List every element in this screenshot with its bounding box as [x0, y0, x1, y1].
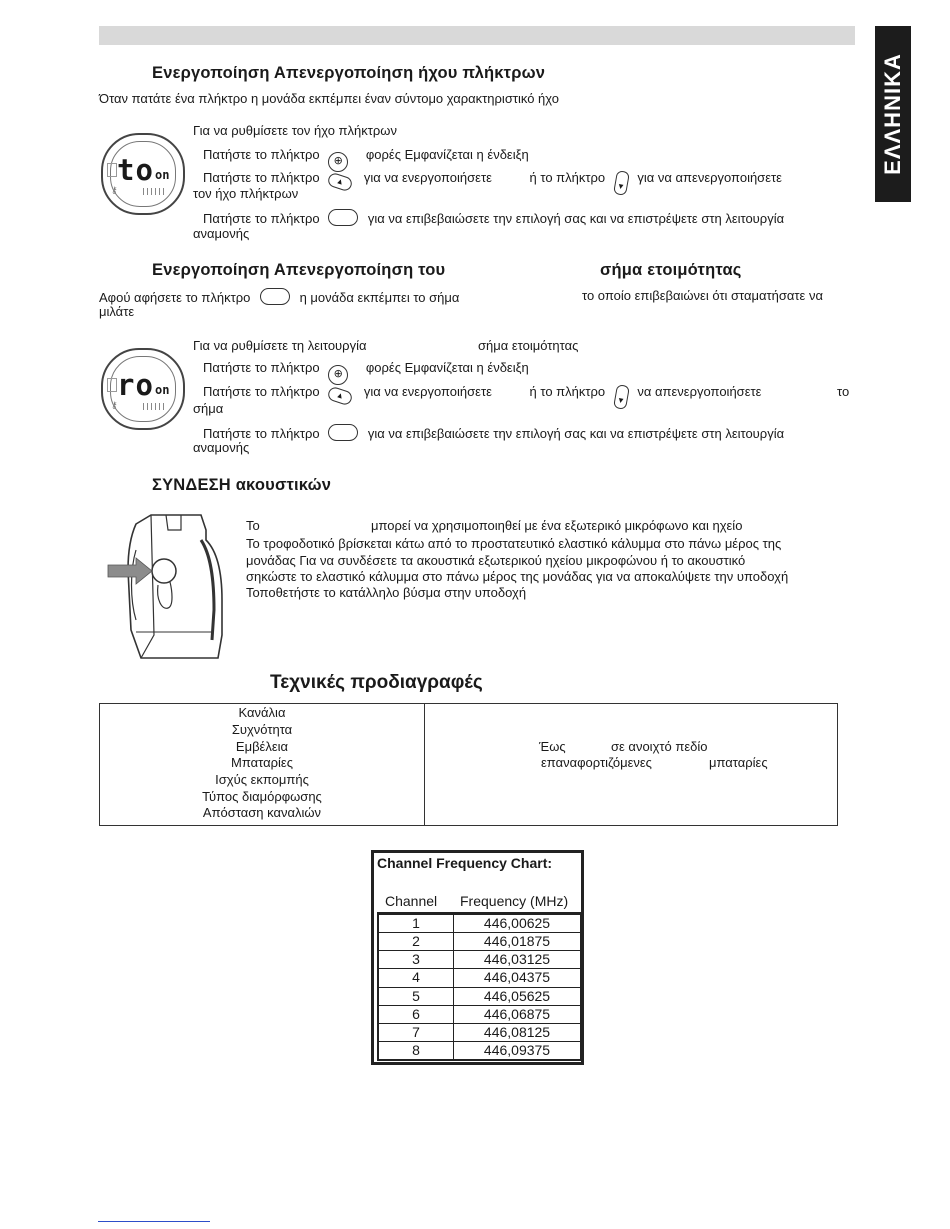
- table-row: [379, 1023, 580, 1042]
- battery-icon: [107, 163, 117, 177]
- spec-label: Κανάλια: [238, 705, 286, 720]
- footer-divider: [98, 1221, 210, 1222]
- language-tab: [875, 26, 911, 202]
- battery-icon: [107, 378, 117, 392]
- table-row: [379, 1041, 580, 1060]
- up-button-icon: ▲: [327, 172, 354, 193]
- section-title-headset: ΣΥΝΔΕΣΗ ακουστικών: [152, 476, 332, 494]
- specs-title: Τεχνικές προδιαγραφές: [270, 672, 483, 693]
- headset-line-1a: Το: [246, 518, 260, 533]
- chart-title: Channel Frequency Chart:: [377, 855, 553, 871]
- table-row: [379, 914, 580, 933]
- step-3-continued: αναμονής: [193, 226, 250, 241]
- headset-line-2: Το τροφοδοτικό βρίσκεται κάτω από το προστατευτικό ελαστικό κάλυμμα στο πάνω μέρος της: [246, 536, 782, 551]
- headset-line-4: σηκώστε το ελαστικό κάλυμμα στο πάνω μέρος της μονάδας για να αποκαλύψετε την υποδοχή: [246, 569, 789, 584]
- headset-line-1b: μπορεί να χρησιμοποιηθεί με ένα εξωτερικό μικρόφωνο και ηχείο: [371, 518, 743, 533]
- frequency-cell: 446,03125: [483, 951, 551, 968]
- lcd-main-text: ro: [117, 368, 154, 402]
- spec-label: Εμβέλεια: [235, 739, 289, 754]
- step-2-continued: σήμα: [193, 401, 224, 416]
- spec-label: Ισχύς εκπομπής: [215, 772, 309, 787]
- table-row: [379, 1005, 580, 1024]
- step-3: Πατήστε το πλήκτρο για να επιβεβαιώσετε την επιλογή σας και να επιστρέψετε στη λειτουργία: [203, 211, 785, 226]
- table-row: [379, 987, 580, 1006]
- channel-cell: 7: [412, 1023, 420, 1040]
- key-icon: ⚷: [111, 185, 118, 195]
- channel-cell: 1: [412, 915, 420, 931]
- section-title-key-tone: Ενεργοποίηση Απενεργοποίηση ήχου πλήκτρων: [152, 64, 546, 82]
- instruction-lead: Για να ρυθμίσετε τη λειτουργία: [193, 338, 367, 353]
- spec-value-range-a: Έως: [539, 739, 566, 754]
- lcd-suffix-text: on: [155, 168, 170, 182]
- frequency-cell: 446,09375: [483, 1041, 551, 1058]
- step-1: Πατήστε το πλήκτρο ⊕ φορές Εμφανίζεται η ένδειξη: [203, 360, 529, 385]
- spec-value-battery-a: επαναφορτιζόμενες: [541, 755, 652, 770]
- menu-button-icon: ⊕: [328, 152, 348, 172]
- channel-frequency-chart: [371, 850, 584, 1065]
- frequency-cell: 446,01875: [483, 933, 551, 950]
- radio-side-illustration-icon: [106, 510, 226, 670]
- channel-cell: 4: [412, 969, 420, 986]
- lcd-display-icon: [101, 133, 185, 215]
- section-intro: Όταν πατάτε ένα πλήκτρο η μονάδα εκπέμπει έναν σύντομο χαρακτηριστικό ήχο: [99, 91, 559, 106]
- channel-cell: 8: [412, 1041, 420, 1058]
- frequency-cell: 446,08125: [483, 1023, 551, 1040]
- frequency-cell: 446,06875: [483, 1005, 551, 1022]
- language-tab-label: ΕΛΛΗΝΙΚΑ: [880, 53, 905, 175]
- key-icon: ⚷: [111, 400, 118, 410]
- spec-label: Συχνότητα: [231, 722, 293, 737]
- section2-intro-end: το οποίο επιβεβαιώνει ότι σταματήσατε να: [582, 288, 823, 303]
- spec-label: Απόσταση καναλιών: [202, 805, 322, 820]
- down-button-icon: ▼: [613, 384, 630, 410]
- section-title-roger-beep-a: Ενεργοποίηση Απενεργοποίηση του: [152, 261, 446, 279]
- step-3-continued: αναμονής: [193, 440, 250, 455]
- up-button-icon: ▲: [327, 386, 354, 407]
- spec-label: Μπαταρίες: [231, 755, 293, 770]
- step-2: Πατήστε το πλήκτρο ▲ για να ενεργοποιήσετε ή το πλήκτρο ▼ να απενεργοποιήσετε: [203, 384, 761, 409]
- lcd-display-icon: [101, 348, 185, 430]
- column-header-frequency: Frequency (MHz): [460, 893, 569, 909]
- lcd-main-text: to: [117, 153, 154, 187]
- signal-bars-icon: [143, 188, 165, 195]
- step-3: Πατήστε το πλήκτρο για να επιβεβαιώσετε την επιλογή σας και να επιστρέψετε στη λειτουργία: [203, 426, 785, 441]
- ptt-button-icon: [260, 288, 290, 305]
- ptt-button-icon: [328, 209, 358, 226]
- step-2: Πατήστε το πλήκτρο ▲ για να ενεργοποιήσετε ή το πλήκτρο ▼ για να απενεργοποιήσετε: [203, 170, 782, 195]
- channel-cell: 2: [412, 933, 420, 950]
- spec-value-range-b: σε ανοιχτό πεδίο: [611, 739, 708, 754]
- column-header-channel: Channel: [385, 893, 438, 909]
- step-2-end: το: [837, 384, 850, 399]
- spec-label: Τύπος διαμόρφωσης: [202, 789, 322, 804]
- specs-table: [99, 703, 838, 826]
- frequency-cell: 446,04375: [483, 969, 551, 986]
- channel-cell: 5: [412, 987, 420, 1004]
- table-row: [379, 968, 580, 987]
- channel-cell: 3: [412, 951, 420, 968]
- header-bar: [99, 26, 855, 45]
- section2-intro: Αφού αφήσετε το πλήκτρο η μονάδα εκπέμπει το σήμα: [99, 290, 460, 305]
- step-1: Πατήστε το πλήκτρο ⊕ φορές Εμφανίζεται η ένδειξη: [203, 147, 529, 172]
- signal-bars-icon: [143, 403, 165, 410]
- frequency-cell: 446,00625: [483, 915, 551, 931]
- section2-intro-continued: μιλάτε: [99, 304, 135, 319]
- section-title-roger-beep-b: σήμα ετοιμότητας: [600, 261, 742, 279]
- table-row: [379, 932, 580, 951]
- lcd-suffix-text: on: [155, 383, 170, 397]
- ptt-button-icon: [328, 424, 358, 441]
- menu-button-icon: ⊕: [328, 365, 348, 385]
- table-row: [379, 950, 580, 969]
- channel-cell: 6: [412, 1005, 420, 1022]
- headset-line-5: Τοποθετήστε το κατάλληλο βύσμα στην υποδοχή: [246, 585, 527, 600]
- frequency-cell: 446,05625: [483, 987, 551, 1004]
- instruction-lead-end: σήμα ετοιμότητας: [478, 338, 579, 353]
- step-2-continued: τον ήχο πλήκτρων: [193, 186, 299, 201]
- down-button-icon: ▼: [613, 170, 630, 196]
- chart-table-body: [377, 912, 582, 1061]
- spec-value-battery-b: μπαταρίες: [709, 755, 768, 770]
- headset-line-3: μονάδας Για να συνδέσετε τα ακουστικά εξωτερικού ηχείου μικροφώνου ή το ακουστικό: [246, 553, 746, 568]
- instruction-lead: Για να ρυθμίσετε τον ήχο πλήκτρων: [193, 123, 397, 138]
